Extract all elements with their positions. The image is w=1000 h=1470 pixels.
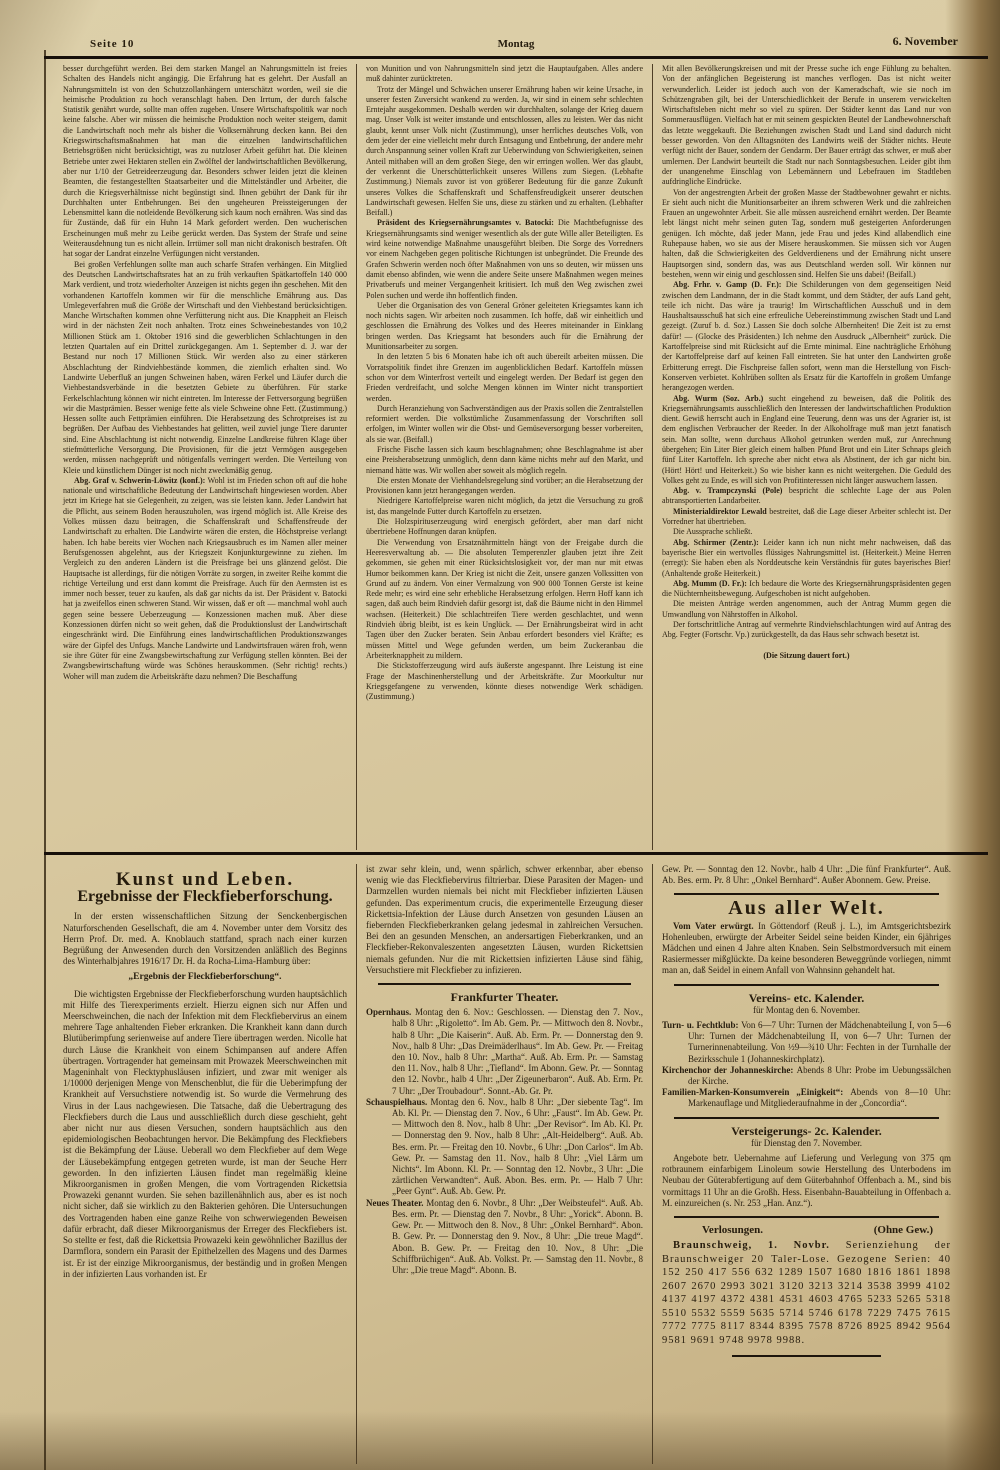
lower-section — [54, 864, 960, 1464]
paragraph — [63, 989, 347, 1280]
paragraph — [366, 517, 643, 538]
paragraph-text: Die ersten Monate der Viehhandelsregelung sind vorüber; an die Herabsetzung der Provisionen kann jetzt herangegangen werden. — [366, 475, 643, 496]
paragraph-text: Von 6—7 Uhr: Turnen der Mädchenabteilung I, von 5—6 Uhr: Turnen der Mädchenabteilung II, von 6—7 Uhr: Turnen der Turnerinnenabteilung. Von ½9—¾10 Uhr: Fechten in der Turnhalle der Bezirksschule 1 (Johanneskirchplatz). — [688, 1020, 952, 1064]
page-fold-line — [44, 50, 46, 1470]
paragraph-text: Die Aussprache schließt. — [673, 527, 753, 537]
versteigerung-text — [662, 1153, 951, 1209]
report-column-3 — [652, 64, 960, 850]
paragraph — [366, 496, 643, 517]
lecture-title: „Ergebnis der Fleckfieberforschung“. — [128, 972, 282, 983]
paragraph-text: sucht eingehend zu beweisen, daß die Politik des Kriegsernährungsamts ausschließlich den Interessen der landwirtschaftlichen Produktion dient. Gewiß herrscht auch in England eine Teuerung, denn was uns der Agrarier ist, ist dem englischen Verbraucher der Reeder. In der Alkoholfrage muß man jetzt fanatisch sein. Man sollte, wenn durchaus Alkohol getrunken werden muß, zur Anrechnung übergehen; Ein Liter Bier gleich einem halben Pfund Brot und ein Liter Schnaps gleich fünf Liter Kartoffeln. Ich spreche aber nicht etwa als Abstinent, der ich gar nicht bin. (Hört! Hört! und Heiterkeit.) So wie bisher kann es nicht weitergehen. Die Geduld des Volkes geht zu Ende, es will sich von Profitinteressen nicht länger auswuchern lassen. — [662, 393, 952, 485]
paragraph-text: ist zwar sehr klein, und, wenn spärlich, schwer erkennbar, aber ebenso wenig wie das Fleckfiebervirus filtrierbar. Diese Parasiten der Magen- und Darmzellen wurden niemals bei nicht mit Fleckfieber infizierten Läusen gefunden. Das experimentum crucis, die experimentelle Erzeugung dieser Rickettsia-Infektion der Läuse durch Ansetzen von gesunden Läusen an fiebernden Fleckfieberkranken gelang jedesmal in zahlreichen Versuchen. Bei den an gesunden Menschen, an andersartigen Fieberkranken, und an Fleckfieber-Rekonvaleszenten angesetzten Läusen, wurden Rickettsien niemals gefunden. Nur die mit Rickettsien infizierten Läuse sind fähig, Versuchstiere mit Fleckfieber zu infizieren. — [366, 864, 643, 975]
column-end-rule — [732, 1355, 881, 1357]
theater-venue: Neues Theater. — [366, 1197, 427, 1208]
paragraph-text: Angebote betr. Uebernahme auf Lieferung und Verlegung von 375 qm rotbraunem einfarbigem Linoleum sowie Herstellung des Unterbodens im Neubau der Güterabfertigung auf dem Güterbahnhof Offenbach a. M., sind bis vormittags 11 Uhr an die Großh. Hess. Eisenbahn-Bauabteilung in Offenbach a. M. einzureichen (s. Nr. 253 „Han. Anz.“). — [662, 1153, 951, 1208]
paragraph-text: Die Holzspirituserzeugung wird energisch gefördert, aber man darf nicht übertriebene Hoffnungen daran knüpfen. — [366, 517, 643, 537]
paragraph — [63, 476, 347, 682]
paragraph — [366, 85, 643, 219]
paragraph — [366, 301, 643, 352]
section-divider-rule — [44, 852, 988, 855]
paragraph-text: Die meisten Anträge werden angenommen, auch der Antrag Mumm gegen die Umwandlung von Nährstoffen in Alkohol. — [662, 599, 951, 619]
paragraph — [662, 64, 951, 188]
paragraph — [662, 527, 951, 537]
report-section — [54, 64, 960, 850]
speaker-lead: Abg. Schirmer (Zentr.): — [673, 537, 764, 547]
theater-schedule: Montag den 6. Novbr., 8 Uhr: „Der Weibsteufel“. Auß. Ab. Bes. erm. Pr. — Dienstag den 7. Novbr., 8 Uhr: „Yorick“. Abonn. B. Gew. Pr. — Mittwoch den 8. Nov., 8 Uhr: „Onkel Bernhard“. Abon. B. Gew. Pr. — Donnerstag den 9. Nov., 8 Uhr: „Die treue Magd“. Abon. B. Gew. Pr. — Freitag den 10. Nov., 8 Uhr: „Die Schiffbrüchigen“. Auß. Ab. Volkst. Pr. — Samstag den 11. Novbr., 8 Uhr: „Die treue Magd“. Abonn. B. — [392, 1197, 643, 1275]
verlosungen-note: (Ohne Gew.) — [873, 1224, 933, 1237]
speaker-lead: Abg. Mumm (D. Fr.): — [673, 578, 750, 588]
paragraph-text: In der ersten wissenschaftlichen Sitzung der Senckenbergischen Naturforschenden Gesellschaft, die am 4. November unter dem Vorsitz des Herrn Prof. Dr. med. A. Knoblauch stattfand, sprach nach einer kurzen Begrüßung der Anwesenden durch den Vorsitzenden anläßlich des Beginns des Winterhalbjahres 1916/17 Dr. H. da Rocha-Lima-Hamburg über: — [63, 911, 347, 967]
paragraph-text: Abends 8 Uhr: Probe im Uebungssälchen der Kirche. — [688, 1064, 951, 1087]
theater-schedule: Montag den 6. Nov.: Geschlossen. — Dienstag den 7. Nov., halb 8 Uhr: „Rigoletto“. Im Ab. Gem. Pr. — Mittwoch den 8. Novbr., halb 8 Uhr: „Die Kaiserin“. Auß. Ab. Erm. Pr. — Donnerstag den 9. Nov., halb 8 Uhr: „Das Dreimäderlhaus“. Im Ab. Gew. Pr. — Freitag den 10. Nov., halb 8 Uhr: „Martha“. Auß. Ab. Erm. Pr. — Samstag den 11. Nov., halb 8 Uhr: „Tiefland“. Im Abonn. Gew. Pr. — Sonntag den 12. Novbr., halb 4 Uhr: „Der Zigeunerbaron“. Auß. Ab. Erm. Pr. 7 Uhr: „Der Troubadour“. Sonnt.-Ab. Gr. Pr. — [392, 1007, 643, 1096]
paragraph-text: Trotz der Mängel und Schwächen unserer Ernährung haben wir keine Ursache, in unserer festen Zuversicht wankend zu werden. Ja, wir sind in einem sehr schlechten Erntejahr ausgekommen. Deshalb werden wir durchhalten, solange der Krieg dauern mag. Unser Volk ist weiter imstande und entschlossen, alles zu leisten. Wer das nicht glaubt, kennt unser Volk nicht (Zustimmung), unser herrliches deutsches Volk, von dem jeder der eine vielleicht mehr durch Entsagung und Entbehrung, der andere mehr durch Anspannung seiner vollen Kraft zur Ueberwindung von Schwierigkeiten, seinen Anteil mithaben will an dem großen Siege, den wir erringen wollen. Wer das glaubt, der verkennt die Unerschütterlichkeit unseres Willens zum Siegen. (Lebhafte Zustimmung.) Niemals zuvor ist von größerer Bedeutung für die ganze Zukunft unseres Volkes die Schaffenskraft und Schaffensfreudigkeit unserer deutschen Landwirtschaft gewesen. Helfen Sie uns, diese zu stärken und zu erhalten. (Lebhafter Beifall.) — [366, 84, 643, 218]
paragraph-text: Die Stickstofferzeugung wird aufs äußerste angespannt. Ihre Leistung ist eine Frage der Maschinenherstellung und der Arbeitskräfte. Zur Moorkultur nur Kriegsgefangene zu verwenden, könnte dieses notwendige Werk schädigen. (Zustimmung.) — [366, 661, 643, 702]
paragraph — [366, 445, 643, 476]
paragraph-text: Leider kann ich nun nicht mehr nachweisen, daß das bayerische Bier ein wertvolles flüssiges Nahrungsmittel ist. (Heiterkeit.) Meine Herren (erregt): Sie haben eben als Norddeutsche kein Verständnis für gutes bayerisches Bier! (Anhaltende große Heiterkeit.) — [662, 537, 951, 578]
paragraph-text: Gew. Pr. — Sonntag den 12. Novbr., halb 4 Uhr: „Die fünf Frankfurter“. Auß. Ab. Bes. erm. Pr. 8 Uhr: „Onkel Bernhard“. Außer Abonnem. Gew. Preise. — [662, 864, 951, 886]
paragraph-text: Die Machtbefugnisse des Kriegsernährungsamts sind weniger wesentlich als der gute Wille aller Beteiligten. Es wird keine notwendige Maßnahme unausgeführt bleiben. Die Sorge des Vorredners vor einem Nachgeben gegen politische Richtungen ist unbegründet. Die Freunde des Grafen Schwerin werden noch öfter Maßnahmen von uns so deuten, wir müssen uns damit ebenso abfinden, wie wenn die andere Seite unsere Maßnahmen wegen meines Privatberufs und meiner Vergangenheit kritisiert. Ich muß den Weg zwischen zwei Polen suchen und werde ihn hoffentlich finden. — [366, 218, 643, 300]
vereins-kalender-subtitle: für Montag den 6. November. — [753, 1004, 860, 1015]
theater-schedule: Montag den 6. Nov., halb 8 Uhr: „Der siebente Tag“. Im Ab. Kl. Pr. — Dienstag den 7. Nov., 6 Uhr: „Faust“. Im Ab. Gew. Pr. — Mittwoch den 8. Nov., halb 8 Uhr: „Der Revisor“. Im Ab. Kl. Pr. — Donnerstag den 9. Nov., halb 8 Uhr: „Alt-Heidelberg“. Auß. Ab. Bes. erm. Pr. — Freitag den 10. Novbr., 6 Uhr: „Don Carlos“. Im Ab. Gew. Pr. — Samstag den 11. Nov., halb 8 Uhr: „Viel Lärm um Nichts“. Im Abonn. Kl. Pr. — Sonntag den 12. Novbr., 3 Uhr: „Die zärtlichen Verwandten“. Auß. Abon. Bes. erm. Pr. — Halb 7 Uhr: „Peer Gynt“. Auß. Ab. Gew. Pr. — [392, 1096, 643, 1197]
paragraph-text: Mit allen Bevölkerungskreisen und mit der Presse suche ich enge Fühlung zu behalten. Von der anfänglichen Begeisterung ist manches verflogen. Das ist nicht weiter verwunderlich. Leider ist jedoch auch von der Kameradschaft, wie sie noch im Schützengraben gilt, bei der Unterschiedlichkeit der Berufe in unserem verwickelten Wirtschaftsleben nicht mehr so viel zu spüren. Der Städter kennt das Land nur von Sommerausflügen. Vielfach hat er mit seinem gespickten Beutel der Landbewohnerschaft das letzte weggekauft. Die Beziehungen zwischen Stadt und Land sind dadurch nicht besser geworden. Von den Alltagsnöten des Landwirts weiß der Städter nichts. Heute verfügt nicht der Bauer, sondern der Gendarm. Der Bauer erträgt das schwer, er muß aber umlernen. Der Landwirt beurteilt die Stadt nur nach Sonntagsbesuchen. Leider gibt ihm der unangenehme Einschlag von Lebemännern und Lebefrauen im Stadtleben aufdringliche Eindrücke. — [662, 64, 951, 187]
paragraph — [662, 538, 951, 579]
session-closing-note: (Die Sitzung dauert fort.) — [763, 650, 850, 660]
verlosungen-header — [702, 1225, 933, 1236]
versteigerung-subtitle: für Dienstag den 7. November. — [751, 1137, 862, 1148]
section-title-kunst-und-leben: Kunst und Leben. — [115, 869, 295, 890]
speaker-lead: Ministerialdirektor Lewald — [673, 506, 770, 516]
kalender-item — [662, 1087, 951, 1109]
paragraph — [366, 538, 643, 662]
lottery-numbers-text: Serienziehung der Braunschweiger 20 Taler-Lose. Gezogene Serien: 40 152 250 417 556 632 1289 1507 1680 1816 1861 1898 2607 2670 2993 3021 3120 3213 3214 3538 3999 4102 4137 4197 4372 4381 4531 4603 4765 5233 5265 5318 5510 5532 5559 5635 5714 5746 6178 7229 7475 7615 7772 7775 8117 8344 8395 7578 8726 8925 8942 9564 9581 9691 9748 9978 9988. — [662, 1240, 951, 1346]
paragraph — [662, 599, 951, 620]
feuilleton-column — [54, 864, 356, 1464]
masthead-day: Montag — [497, 38, 535, 50]
theater-section-title: Frankfurter Theater. — [450, 990, 559, 1005]
paragraph-text: Ueber die Organisation des von General Gröner geleiteten Kriegsamtes kann ich noch nichts sagen. Wir arbeiten noch zusammen. Ich hoffe, daß wir einheitlich und geschlossen die Ernährung des Volkes und des Heeres miteinander in Einklang bringen werden. Das Kriegsamt hat besonders auch für die Ernährung der Munitionsarbeiter zu sorgen. — [366, 300, 643, 352]
paragraph — [366, 352, 643, 403]
paragraph-text: Frische Fische lassen sich kaum beschlagnahmen; ohne Beschlagnahme ist aber eine Preisherabsetzung unmöglich, denn dann käme nichts mehr auf den Markt, und niemand hätte was. Wir wollen aber soweit als möglich regeln. — [366, 444, 643, 475]
paragraph-text: besser durchgeführt werden. Bei dem starken Mangel an Nahrungsmitteln ist freies Schalten des Handels nicht angängig. Die Erfahrung hat es gelehrt. Der Ausfall an Nahrungsmitteln ist von den Schutzzollanhängern unterschätzt worden, weil sie die heimische Produktion zu hoch veranschlagt haben. Den Irrtum, der durch falsche Statistik genährt wurde, sollte man offen zugeben. Unsere Wirtschaftspolitik war noch keine falsche. Aber wir müssen die heimische Produktion noch weiter steigern, damit die Landwirtschaft noch mehr als bisher die Volksernährung decken kann. Bei den Kriegswirtschaftsmaßnahmen hat man die einzelnen landwirtschaftlichen Betriebsgrößen nicht berücksichtigt, was zu nutzloser Arbeit geführt hat. Die kleinen Betriebe unter zwei Hektaren stellen ein Zwölftel der landwirtschaftlichen Bevölkerung, aber nur 1/10 der Getreideerzeugung dar. Besonders schwer leiden jetzt die kleinen Beamten, die festangestellten Staatsarbeiter und die Mittelständler und Arbeiter, die durch die Kriegsverhältnisse nicht begünstigt sind. Ihnen gebührt der Dank für ihr Durchhalten unter Entbehrungen. Bei den ungeheuren Preissteigerungen der Lebensmittel kann die notleidende Bevölkerung sich kaum noch ernähren. Was sind das für Zustände, daß für ein Huhn 14 Mark gefordert werden. Den wucherischen Erscheinungen muß mehr zu Leibe gerückt werden. Das System der Strafe und seine Weiterausdehnung tun es nicht allein. Irrtümer soll man nicht drakonisch bestrafen. Oft hat sogar der Landrat einzelne Verfügungen nicht verstanden. — [63, 64, 347, 259]
lottery-city-lead: Braunschweig, 1. Novbr. — [673, 1240, 846, 1252]
rule-above-versteigerung — [674, 1117, 939, 1119]
kalender-item — [662, 1065, 951, 1087]
masthead — [44, 34, 988, 54]
masthead-date: 6. November — [892, 34, 958, 48]
report-column-2 — [356, 64, 652, 850]
paragraph — [662, 280, 951, 393]
paragraph-text: Durch Heranziehung von Sachverständigen aus der Praxis sollen die Zentralstellen reformiert werden. Die volkstümliche Zusammenfassung der Vorschriften soll erfolgen, im Winter wollen wir die Obst- und Gemüseversorgung besser vorbereiten, als sie war. (Beifall.) — [366, 403, 643, 444]
paragraph — [366, 64, 643, 85]
rule-above-vereinskalender — [674, 984, 939, 986]
paragraph — [366, 864, 643, 976]
paragraph-text: Niedrigere Kartoffelpreise waren nicht möglich, da jetzt die Versuchung zu groß ist, das mangelnde Futter durch Kartoffeln zu ersetzen. — [366, 496, 643, 516]
paragraph-text: von Munition und von Nahrungsmitteln sind jetzt die Hauptaufgaben. Alles andere muß dahinter zurücktreten. — [366, 64, 643, 84]
page-number-label: Seite 10 — [90, 38, 135, 50]
paragraph-text: Der fortschrittliche Antrag auf vermehrte Rindviehschlachtungen wird auf Antrag des Abg. Fegter (Fortschr. Vp.) zurückgestellt, da das Haus sehr schwach besetzt ist. — [662, 620, 951, 640]
paragraph — [662, 579, 951, 600]
paragraph-text: Die Schilderungen von dem gegenseitigen Neid zwischen dem Landmann, der in die Stadt kommt, und dem Städter, der aufs Land geht, teile ich nicht. Das wäre ja traurig! Im Wirtschaftlichen Ausschuß und in dem Haushaltsausschuß hat sich eine erfreuliche Uebereinstimmung zwischen Stadt und Land gezeigt. (Zuruf b. d. Soz.) Lassen Sie doch solche Albernheiten! Die Zeit ist zu ernst dafür! — (Glocke des Präsidenten.) Ich nehme den Ausdruck „Albernheit“ zurück. Die Kartoffelpreise sind mit Rücksicht auf die Ernte minimal. Eine nachträgliche Erhöhung der Kartoffelpreise darf auf keinen Fall eintreten. Sie hat unter den Landwirten große Erbitterung erregt. Die Fischpreise fallen sofort, wenn man die Herstellung von Fisch-Konserven verbietet. Kohlrüben sollten als Ersatz für die Kartoffeln in großem Umfange herangezogen werden. — [662, 280, 952, 393]
paragraph — [662, 188, 951, 281]
paragraph-text: In den letzten 5 bis 6 Monaten habe ich oft auch übereilt arbeiten müssen. Die Vorratspolitik findet ihre Grenzen im augenblicklichen Bedarf. Kartoffeln müssen schon vor dem Winterfrost verteilt und eingelegt werden. Der Bedarf ist gegen den Frieden verdreifacht, und solche Mengen können im Winter nicht transportiert werden. — [366, 352, 643, 403]
report-column-1 — [54, 64, 356, 850]
paragraph-text: Die Verwendung von Ersatznährmitteln hängt von der Freigabe durch die Heeresverwaltung ab. — Die absoluten Temperenzler glauben jetzt ihre Zeit gekommen, sie gehen mit einer Rücksichtslosigkeit vor, der man nur mit etwas Humor beikommen kann. Der Krieg ist nicht die Zeit, unsere ganzen Volkssitten von Grund auf zu ändern. Von einer Vermalzung von 900 000 Tonnen Gerste ist keine Rede mehr; es wird eine sehr erhebliche Herabsetzung erfolgen. Herrn Hoff kann ich sagen, daß auch beim Rindvieh dafür gesorgt ist, daß die Bäume nicht in den Himmel wachsen. (Heiterkeit.) Die schlachtreifen Tiere werden geschlachtet, und wenn Rindvieh übrig bleibt, ist es kein Unglück. — Der Ernährungsbeirat wird in acht Tagen über den Zucker beraten. Sein Anbau erfordert besonders viel Kräfte; es müssen Mittel und Wege gefunden werden, um beim Zuckeranbau die Arbeiterknappheit zu mildern. — [366, 537, 643, 660]
paragraph — [366, 661, 643, 702]
paragraph-text: Ich bedaure die Worte des Kriegsernährungspräsidenten gegen die Nüchternheitsbewegung. Aufgeschoben ist nicht aufgehoben. — [662, 578, 951, 599]
paragraph-text: Bei großen Verfehlungen sollte man auch scharfe Strafen verhängen. Ein Mitglied des Deutschen Landwirtschaftsrates hat an zu früh verkauften Spätkartoffeln 140 000 Mark verdient, und trotz wiederholter Anzeigen ist nichts gegen ihn geschehen. Mit den vorhandenen Kartoffeln kommen wir für die menschliche Ernährung aus. Das Umlegeverfahren muß die Größe der Wirtschaft und den Viehbestand berücksichtigen. Manche Wirtschaften kommen ohne Verfütterung nicht aus. Die Knappheit an Fleisch wird in der nächsten Zeit noch anhalten. Trotz eines Schweinebestandes von 10,2 Millionen Stück am 1. Oktober 1916 sind die gewerblichen Schlachtungen in den letzten Quartalen auf ein Drittel zurückgegangen. Am 1. September d. J. war der Bestand nur noch 17 Millionen Stück. Wir werden also zu einer stärkeren Abschlachtung der Rindviehbestände kommen, die ziemlich erhalten sind. Wo Landwirte Ueberfluß an jungen Schweinen haben, wären Ferkel und Läufer durch die Viehbestandsverbände in die besetzten Gebiete zu überführen. Für starke Ferkelschlachtung können wir nicht eintreten. Im Interesse der Fettversorgung begrüßen wir die Mastprämien. Besser wenige fette als viele Schweine ohne Fett. (Zustimmung.) Hessen sollte auch Fettprämien einführen. Die Herabsetzung des Schrotpreises ist zu begrüßen. Der Aufbau des Viehbestandes hat gelitten, weil zuviel junge Tiere darunter sind. Eine Abschlachtung ist nicht notwendig. Einzelne Landkreise führen Klage über stiefmütterliche Versorgung. Die Provisionen, für die jetzt Vermögen ausgegeben werden, müssen nachgeprüft und nötigenfalls verringert werden. Die Verteilung von Kleie und künstlichem Dünger ist noch nicht zweckmäßig genug. — [63, 259, 347, 475]
paragraph — [662, 507, 951, 528]
theater-listing-continuation — [662, 864, 951, 886]
paragraph-text: bespricht die schlechte Lage der aus Polen abtransportierten Landarbeiter. — [662, 486, 951, 506]
kalender-item-lead: Turn- u. Fechtklub: — [662, 1020, 742, 1031]
verlosungen-title: Verlosungen. — [702, 1224, 764, 1237]
speaker-lead: Abg. Graf v. Schwerin-Löwitz (konf.): — [74, 475, 208, 485]
paragraph — [662, 394, 951, 487]
speaker-lead: Abg. Frhr. v. Gamp (D. Fr.): — [673, 280, 786, 290]
paragraph — [662, 486, 951, 507]
paragraph-text: Die wichtigsten Ergebnisse der Fleckfieberforschung wurden hauptsächlich mit Hilfe des Tierexperiments erzielt. Hierzu eignen sich nur Affen und Meerschweinchen, die nach der Infektion mit dem Fleckfiebervirus an einem mehrere Tage anhaltenden Fieber erkranken. Die Krankheit kann dann durch Blutüberimpfung serienweise auf andere Tiere übertragen werden. Nicolle hat durch Läuse die Krankheit von einem Schimpansen auf andere Affen übertragen. Vortragender hat gemeinsam mit Prowazek Meerschweinchen mit Mageninhalt von Flecktyphusläusen infiziert, und zwar mit weniger als 1/10000 derjenigen Menge von Menschenblut, die für die Ueberimpfung der Krankheit auf Versuchstiere notwendig ist. So wurde die Vermehrung des Virus in der Laus nachgewiesen. Die Tatsache, daß die Uebertragung des Fleckfiebers durch die Laus und ausschließlich durch diese geschieht, geht aber nicht nur aus diesen Versuchen, sondern hauptsächlich aus den epidemiologischen Beobachtungen hervor. Die Bekämpfung des Fleckfiebers ist die Bekämpfung der Läuse. Ueberall wo dem Fleckfieber auf dem Wege der Läusebekämpfung entgegen getreten wurde, ist man der Seuche Herr geworden. In den infizierten Läusen findet man regelmäßig kleine Mikroorganismen in großen Mengen, die vom Vortragenden Rickettsia Prowazeki genannt wurden. Sie sehen bazillenähnlich aus, aber es ist noch nicht sicher, daß sie wirklich zu den Bakterien gehören. Die Untersuchungen des Vortragenden haben eine ganze Reihe von schwerwiegenden Beweisen dafür erbracht, daß dieser Mikroorganismus der Erreger des Fleckfiebers ist. So stellte er fest, daß die Rickettsia Prowazeki kein gewöhnlicher Bazillus der Darmflora, sondern ein Parasit der Epithelzellen des Magens und des Darmes ist. Er ist der einzige Mikroorganismus, der beständig und in großen Mengen in der infizierten Laus vorhanden ist. Er — [63, 988, 347, 1279]
theater-listing-neues-theater — [366, 1198, 643, 1276]
paragraph — [366, 404, 643, 445]
theater-venue: Opernhaus. — [366, 1007, 415, 1018]
world-section-title: Aus aller Welt. — [728, 897, 885, 920]
vereins-kalender-title: Vereins- etc. Kalender. — [748, 990, 865, 1005]
news-item-lead: Vom Vater erwürgt. — [673, 920, 759, 931]
paragraph — [63, 911, 347, 967]
paragraph-text: In Göttendorf (Reuß j. L.), im Amtsgerichtsbezirk Hohenleuben, erwürgte der Arbeiter Seidel seine beiden Kinder, ein 6jähriges Mädchen und einen 4 Jahre alten Knaben. Sein Selbstmordversuch mit einem Rasiermesser mißglückte. Da keine besonderen Beweggründe vorliegen, nimmt man an, daß Seidel in einem Anfall von Wahnsinn gehandelt hat. — [662, 920, 951, 976]
paragraph — [662, 620, 951, 641]
paragraph — [366, 218, 643, 300]
paragraph — [63, 64, 347, 260]
kalender-item-lead: Kirchenchor der Johanneskirche: — [662, 1064, 797, 1075]
speaker-lead: Präsident des Kriegsernährungsamtes v. Batocki: — [377, 218, 558, 228]
rule-above-verlosungen — [674, 1216, 939, 1218]
paragraph — [63, 260, 347, 476]
speaker-lead: Abg. Wurm (Soz. Arb.) — [673, 393, 769, 403]
kalender-item-lead: Familien-Marken-Konsumverein „Einigkeit“: — [662, 1087, 851, 1098]
versteigerung-title: Versteigerungs- 2c. Kalender. — [731, 1123, 882, 1138]
theater-listing-opernhaus — [366, 1007, 643, 1097]
paragraph — [366, 476, 643, 497]
paragraph-text: bestreitet, daß die Lage dieser Arbeiter schlecht ist. Der Vorredner hat übertrieben. — [662, 506, 951, 527]
paragraph-text: Wohl ist im Frieden schon oft auf die hohe nationale und wirtschaftliche Bedeutung der Landwirtschaft hingewiesen worden. Aber jetzt im Kriege hat sie Gelegenheit, zu zeigen, was sie leisten kann. Jeder Landwirt hat die Pflicht, aus seinem Boden herauszuholen, was irgend möglich ist. Alle Kreise des Volkes müssen dazu beitragen, die Schaffenskraft und Schaffensfreude der Landwirtschaft zu erhalten. Die Landwirte wären die ersten, die Höchstpreise verlangt haben. Ich habe bereits vier Wochen nach Kriegsausbruch es im Namen aller meiner Berufsgenossen abgelehnt, aus der Kriegszeit Konjunkturgewinne zu ziehen. Im Vergleich zu den anderen Ländern ist die Preisfrage bei uns glänzend gelöst. Die Hauptsache ist allerdings, für die nötigen Vorräte zu sorgen, in zweiter Reihe kommt die richtige Verteilung und erst dann kommt die Preisfrage. Auch für den Aermsten ist es immer noch besser, teuer zu kaufen, als daß gar nichts da ist. Der Präsident v. Batocki hat ja zweifellos einen schweren Stand. Wir wissen, daß er oft — manchmal wohl auch gegen seine bessere Ueberzeugung — Konzessionen machen muß. Aber diese Konzessionen dürfen nicht so weit gehen, daß die Produktionslust der Landwirtschaft eingeschränkt wird. Die Einführung eines landwirtschaftlichen Produktionszwanges wäre der Gipfel des Unfugs. Manche Landwirte und Landwirtsfrauen wären froh, wenn sie ihre Güter für eine Zwangsbewirtschaftung zur Verfügung stellen könnten. Bei der Zwangsbewirtschaftung würde was Schönes herauskommen. (Sehr richtig! rechts.) Woher will man zudem die Arbeitskräfte dazu nehmen? Die Beschaffung — [63, 475, 347, 681]
rule-above-welt — [674, 893, 939, 895]
paragraph-text: Abends von 8—10 Uhr: Markenauflage und Mitgliederaufnahme in der „Concordia“. — [688, 1087, 951, 1109]
masthead-rule — [44, 56, 988, 59]
kalender-item — [662, 1020, 951, 1065]
speaker-lead: Abg. v. Trampczynski (Pole) — [673, 486, 789, 496]
rule-above-theater — [378, 983, 631, 985]
theater-venue: Schauspielhaus. — [366, 1096, 431, 1107]
paragraph-text: Von der angestrengten Arbeit der großen Masse der Stadtbewohner gewahrt er nichts. Er sieht auch nicht die Munitionsarbeiter an ihrem schweren Werk und die zahlreichen Frauen an ungewohnter Arbeit. Sie alle müssen ausreichend ernährt werden. Der Beamte lebt längst nicht mehr seinen guten Tag, sondern muß gesteigerten Anforderungen genügen. Ich möchte, daß jeder Mann, jede Frau und jedes Kind allabendlich eine Ruhepause haben, wo sie aus der Misere herauskommen. Sie müssen sich vor Augen halten, daß die Schwierigkeiten des Geldverdienens und der Ernährung nicht unsere Hauptsorgen sind, sondern das, was aus Deutschland werden soll. Wir können nur bestehen, wenn wir einig und geschlossen sind. Helfen Sie uns dabei! (Beifall.) — [662, 187, 951, 279]
world-news-item — [662, 921, 951, 977]
misc-column — [652, 864, 960, 1464]
article-title-fleckfieber: Ergebnisse der Fleckfieberforschung. — [77, 888, 333, 906]
theater-listing-schauspielhaus — [366, 1097, 643, 1198]
lottery-results — [662, 1239, 951, 1347]
theater-column — [356, 864, 652, 1464]
